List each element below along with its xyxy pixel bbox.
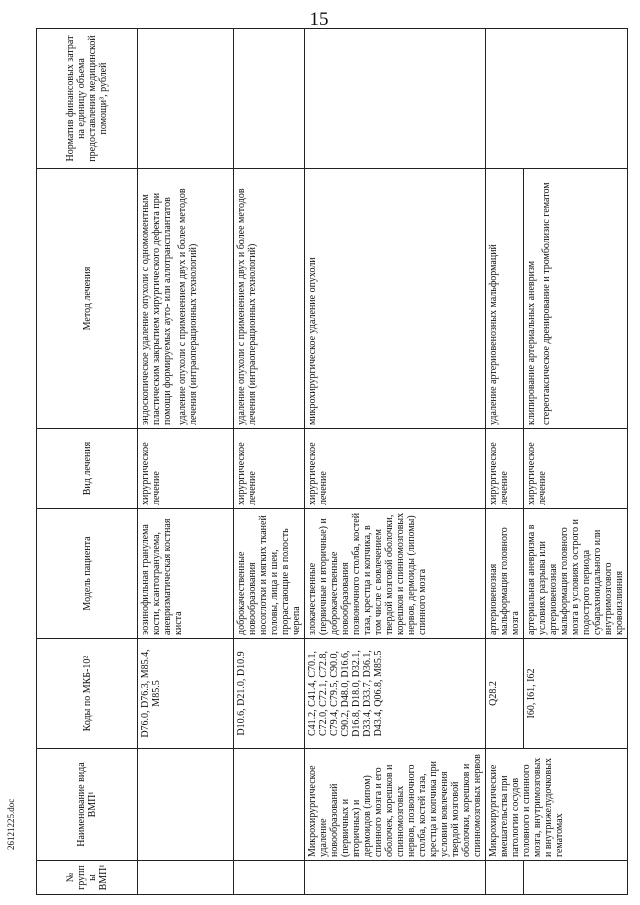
header-vmp-name: Наименование вида ВМП¹ <box>37 749 138 861</box>
treatment-type-cell: хирургическое лечение <box>486 429 524 509</box>
patient-model-cell: злокачественные (первичные и вторичные) и доброкачественные новообразования позвоночного столба, костей таза, крестца и копчика, в том числе с вовлечением твердой мозговой оболочки, корешков и спинномозговых нервов, дермоиды (липомы) спинного мозга <box>305 509 486 639</box>
group-number-cell <box>486 861 524 895</box>
treatment-type-cell: хирургическое лечение <box>524 429 628 509</box>
treatment-method-cell <box>138 169 234 429</box>
vmp-name-cell <box>138 749 234 861</box>
method-item: удаление опухоли с применением двух и более методов лечения (интраоперационных технологий) <box>236 188 258 425</box>
financial-norm-cell <box>305 29 486 169</box>
vmp-name-cell: Микрохирургические вмешательства при патологии сосудов головного и спинного мозга, внутримозговых и внутрижелудочковых гематомах <box>486 749 628 861</box>
treatment-type-cell: хирургическое лечение <box>138 429 234 509</box>
header-icd-codes: Коды по МКБ-10² <box>37 639 138 749</box>
icd-codes-cell: C41.2, C41.4, C70.1, C72.0, C72.1, C72.8, C79.4, C79.5, C90.0, C90.2, D48.0, D16.6, D16.8, D18.0, D32.1, D33.4, D33.7, D36.1, D43.4, Q06.8, M85.5 <box>305 639 486 749</box>
header-treatment-method: Метод лечения <box>37 169 138 429</box>
group-number-cell <box>524 861 628 895</box>
table-row <box>234 29 305 895</box>
footer-file-name: 26121225.doc <box>6 798 16 850</box>
group-number-cell <box>305 861 486 895</box>
treatment-type-cell: хирургическое лечение <box>234 429 305 509</box>
patient-model-cell: артериальная аневризма в условиях разрыва или артериовенозная мальформация головного мозга в условиях острого и подострого периода субарахноидального или внутримозгового кровоизлияния <box>524 509 628 639</box>
icd-codes-cell: D76.0, D76.3, M85.4, M85.5 <box>138 639 234 749</box>
icd-codes-cell: D10.6, D21.0, D10.9 <box>234 639 305 749</box>
treatment-type-cell: хирургическое лечение <box>305 429 486 509</box>
financial-norm-cell <box>234 29 305 169</box>
method-item: клипирование артериальных аневризм <box>526 260 537 425</box>
treatment-method-cell <box>234 169 305 429</box>
table-header-row <box>37 29 138 895</box>
page-number: 15 <box>309 9 329 30</box>
rotated-table-wrapper <box>36 29 630 895</box>
header-financial-norm: Норматив финансовых затрат на единицу объема предоставления медицинской помощи³, рублей <box>37 29 138 169</box>
group-number-cell <box>138 861 234 895</box>
header-group-number: № группы ВМП¹ <box>37 861 138 895</box>
treatment-method-cell <box>524 169 628 429</box>
method-item: эндоскопическое удаление опухоли с одномоментным пластическим закрытием хирургического дефекта при помощи формируемых ауто- или аллотрансплантатов <box>140 192 173 425</box>
table-row <box>305 29 486 895</box>
icd-codes-cell: I60, I61, I62 <box>524 639 628 749</box>
icd-codes-cell: Q28.2 <box>486 639 524 749</box>
method-item: стереотаксическое дренирование и тромболизис гематом <box>541 182 552 425</box>
financial-norm-cell <box>486 29 628 169</box>
header-patient-model: Модель пациента <box>37 509 138 639</box>
patient-model-cell: эозинофильная гранулема кости, ксантогранулема, аневризматическая костная киста <box>138 509 234 639</box>
method-item: удаление опухоли с применением двух и более методов лечения (интраоперационных технологий) <box>177 188 199 425</box>
method-item: удаление артериовенозных мальформаций <box>488 244 499 425</box>
method-item: микрохирургическое удаление опухоли <box>307 257 318 425</box>
vmp-name-cell: Микрохирургическое удаление новообразований (первичных и вторичных) и дермоидов (липом) спинного мозга и его оболочек, корешков и спинномозговых нервов, позвоночного столба, костей таза, крестца и копчика при условии вовлечения твердой мозговой оболочки, корешков и спинномозговых нервов <box>305 749 486 861</box>
table-row <box>486 29 524 895</box>
header-treatment-type: Вид лечения <box>37 429 138 509</box>
vmp-name-cell <box>234 749 305 861</box>
financial-norm-cell <box>138 29 234 169</box>
patient-model-cell: доброкачественные новообразования носоглотки и мягких тканей головы, лица и шеи, прорастающие в полость черепа <box>234 509 305 639</box>
group-number-cell <box>234 861 305 895</box>
treatment-method-cell <box>486 169 524 429</box>
treatment-method-cell <box>305 169 486 429</box>
patient-model-cell: артериовенозная мальформация головного мозга <box>486 509 524 639</box>
vmp-table <box>36 28 628 895</box>
table-row <box>138 29 234 895</box>
